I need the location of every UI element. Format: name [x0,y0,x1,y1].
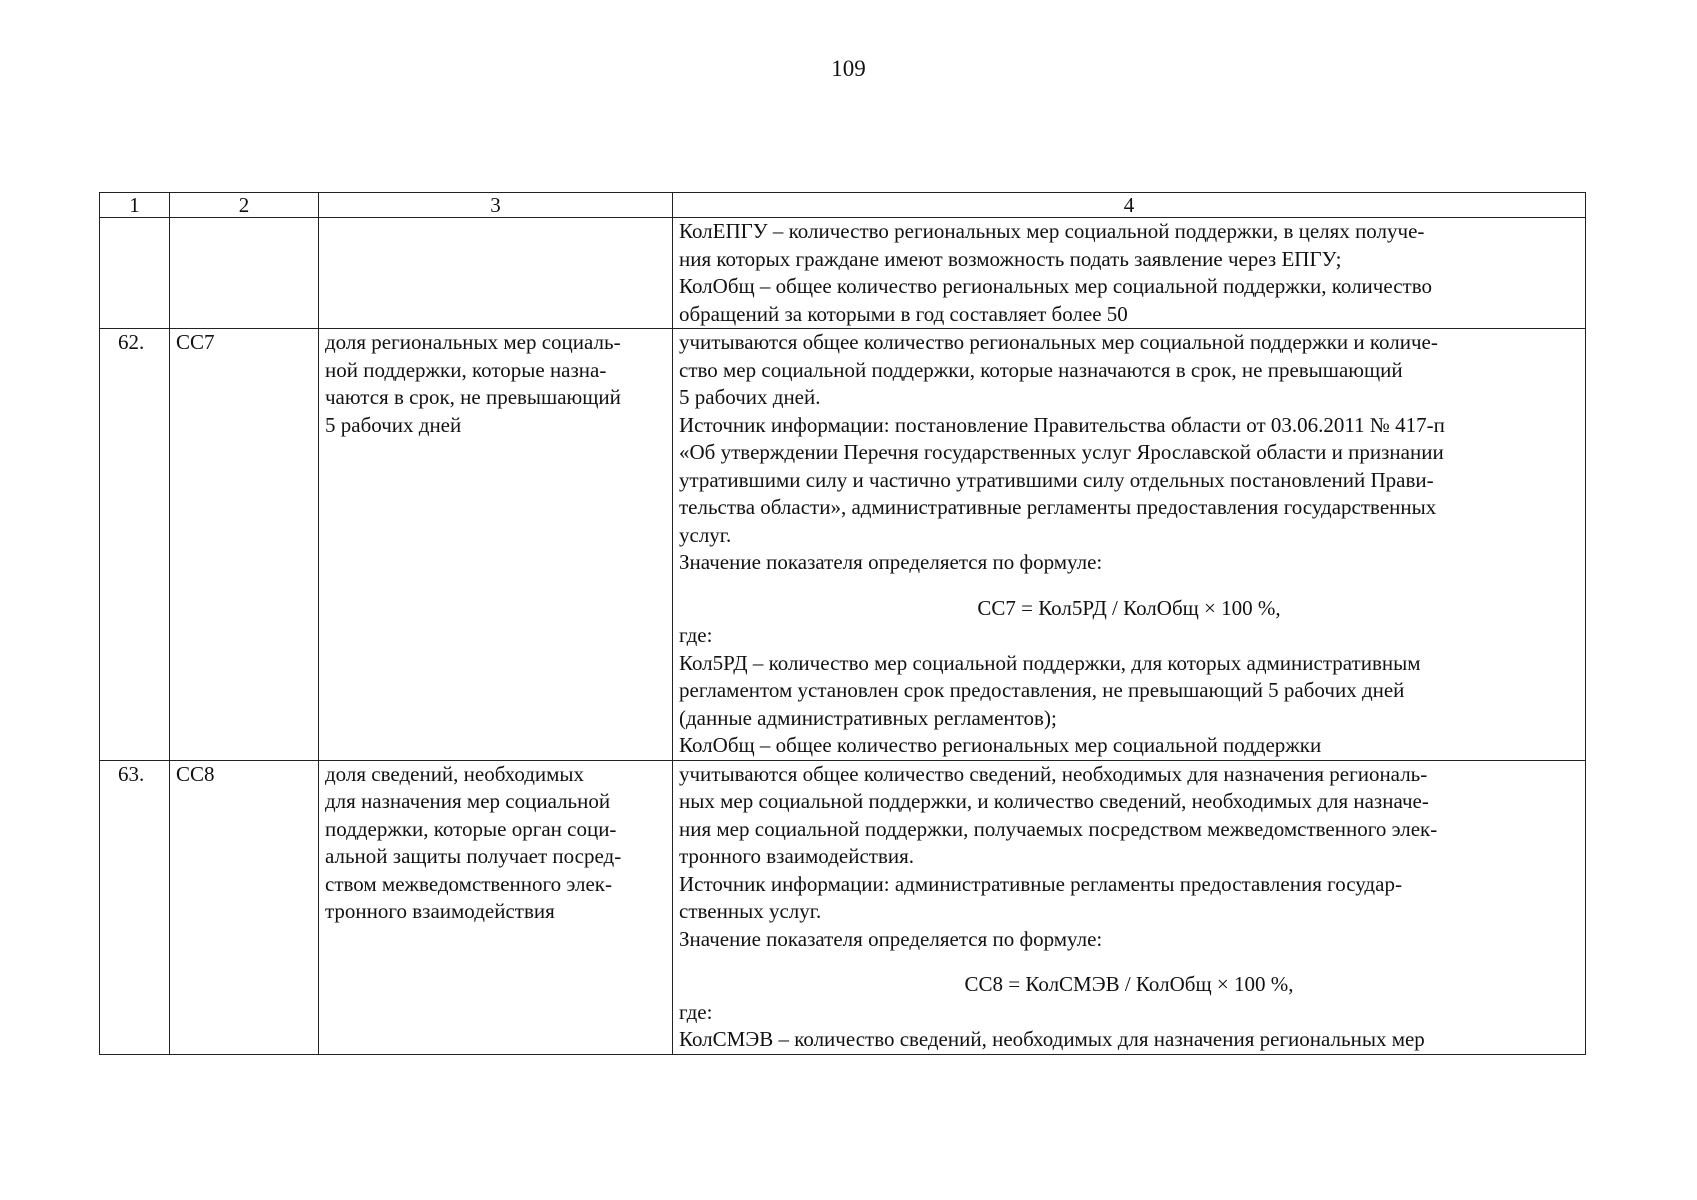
text-line: поддержки, которые орган соци- [325,816,617,841]
text-line: Источник информации: административные регламенты предоставления государ- [679,871,1402,896]
indicator-description [673,329,1586,761]
text-line: «Об утверждении Перечня государственных услуг Ярославской области и признании [679,440,1444,464]
text-line: услуг. [679,522,732,547]
text-line: доля сведений, необходимых [325,761,585,786]
header-col-4: 4 [673,193,1586,218]
text-line: учитываются общее количество региональных мер социальной поддержки и количе- [679,330,1438,354]
text-line: КолОбщ – общее количество региональных мер социальной поддержки [679,733,1322,757]
text-line: КолСМЭВ – количество сведений, необходимых для назначения региональных мер [679,1027,1425,1051]
text-line: обращений за которыми в год составляет более 50 [679,301,1128,326]
header-col-1: 1 [100,193,170,218]
text-line: ных мер социальной поддержки, и количество сведений, необходимых для назначе- [679,789,1429,813]
text-line: ство мер социальной поддержки, которые назначаются в срок, не превышающий [679,357,1403,382]
text-line: тельства области», административные регламенты предоставления государственных [679,495,1437,519]
text-line: доля региональных мер социаль- [325,330,621,354]
formula: СС7 = Кол5РД / КолОбщ × 100 %, [977,595,1281,620]
table-row-62 [100,329,1586,761]
table-header-row [100,193,1586,218]
text-line: тронного взаимодействия [325,899,555,923]
indicators-table [99,192,1586,1055]
text-line: КолОбщ – общее количество региональных мер социальной поддержки, количество [679,274,1432,298]
indicator-code: СС7 [170,329,319,761]
text-line: Значение показателя определяется по формуле: [679,550,1103,574]
row-number: 63. [100,760,170,1054]
indicator-code: СС8 [170,760,319,1054]
text-line: утратившими силу и частично утратившими силу отдельных постановлений Прави- [679,467,1434,492]
text-line: тронного взаимодействия. [679,844,915,868]
indicator-name [319,329,673,761]
indicator-description [673,760,1586,1054]
text-line: Кол5РД – количество мер социальной поддержки, для которых административным [679,650,1421,675]
table-row-63 [100,760,1586,1054]
indicator-name [319,760,673,1054]
formula: СС8 = КолСМЭВ / КолОбщ × 100 %, [964,972,1294,996]
page-number: 109 [831,56,866,81]
cell-name [319,218,673,329]
text-line: чаются в срок, не превышающий [325,385,621,409]
header-col-3: 3 [319,193,673,218]
text-line: 5 рабочих дней. [679,385,821,409]
text-line: (данные административных регламентов); [679,705,1057,730]
text-line: Источник информации: постановление Правительства области от 03.06.2011 № 417-п [679,412,1445,437]
text-line: регламентом установлен срок предоставления, не превышающий 5 рабочих дней [679,678,1405,702]
text-line: для назначения мер социальной [325,789,611,813]
cell-description [673,218,1586,329]
text-line: ственных услуг. [679,899,822,923]
text-line: 5 рабочих дней [325,412,462,437]
cell-num [100,218,170,329]
text-line: где: [679,623,713,647]
header-col-2: 2 [170,193,319,218]
text-line: КолЕПГУ – количество региональных мер социальной поддержки, в целях получе- [679,219,1425,243]
row-number: 62. [100,329,170,761]
table-row-continued [100,218,1586,329]
cell-code [170,218,319,329]
text-line: альной защиты получает посред- [325,844,622,868]
text-line: ния которых граждане имеют возможность подать заявление через ЕПГУ; [679,246,1342,271]
text-line: где: [679,999,713,1024]
text-line: Значение показателя определяется по формуле: [679,926,1103,951]
text-line: ния мер социальной поддержки, получаемых посредством межведомственного элек- [679,816,1438,841]
text-line: ной поддержки, которые назна- [325,357,607,382]
text-line: ством межведомственного элек- [325,871,612,896]
text-line: учитываются общее количество сведений, необходимых для назначения региональ- [679,761,1428,786]
